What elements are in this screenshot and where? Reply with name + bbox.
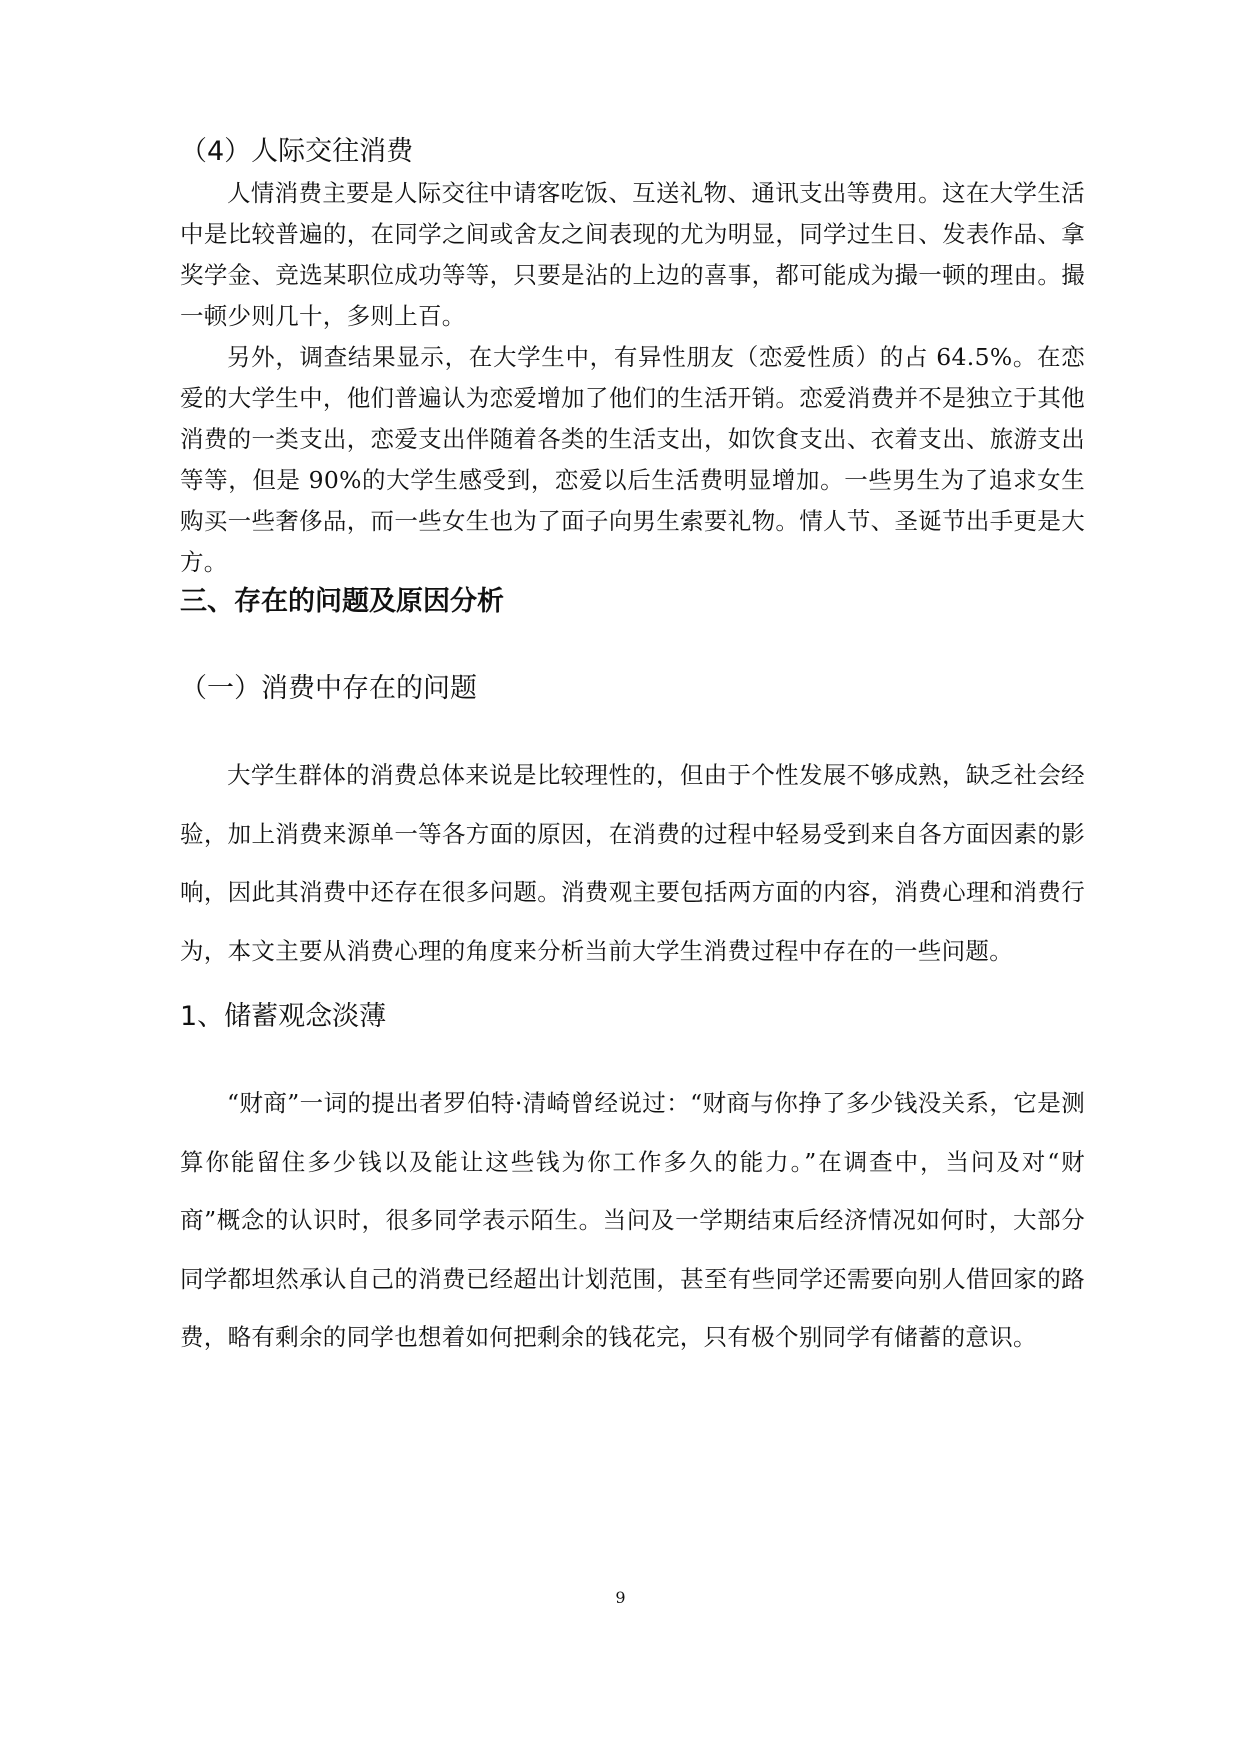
paragraph: 大学生群体的消费总体来说是比较理性的，但由于个性发展不够成熟，缺乏社会经验，加上消费来源单一等各方面的原因，在消费的过程中轻易受到来自各方面因素的影响，因此其消费中还存在很多问题。消费观主要包括两方面的内容，消费心理和消费行为，本文主要从消费心理的角度来分析当前大学生消费过程中存在的一些问题。 xyxy=(180,761,1085,965)
page-number: 9 xyxy=(615,1588,626,1607)
paragraph: “财商”一词的提出者罗伯特·清崎曾经说过：“财商与你挣了多少钱没关系，它是测算你能留住多少钱以及能让这些钱为你工作多久的能力。”在调查中，当问及对“财商”概念的认识时，很多同学表示陌生。当问及一学期结束后经济情况如何时，大部分同学都坦然承认自己的消费已经超出计划范围，甚至有些同学还需要向别人借回家的路费，略有剩余的同学也想着如何把剩余的钱花完，只有极个别同学有储蓄的意识。 xyxy=(180,1089,1085,1351)
heading-weak-savings: 1、储蓄观念淡薄 xyxy=(180,1001,387,1032)
heading-consumption-problems: （一）消费中存在的问题 xyxy=(180,673,477,704)
heading-interpersonal-consumption: （4）人际交往消费 xyxy=(180,136,414,167)
section-heading-problems-analysis: 三、存在的问题及原因分析 xyxy=(180,586,504,617)
consumption-problems-body xyxy=(180,746,1085,980)
paragraph: 人情消费主要是人际交往中请客吃饭、互送礼物、通讯支出等费用。这在大学生活中是比较普遍的，在同学之间或舍友之间表现的尤为明显，同学过生日、发表作品、拿奖学金、竞选某职位成功等等，只要是沾的上边的喜事，都可能成为撮一顿的理由。撮一顿少则几十，多则上百。 xyxy=(180,179,1085,330)
paragraph: 另外，调查结果显示，在大学生中，有异性朋友（恋爱性质）的占 64.5%。在恋爱的大学生中，他们普遍认为恋爱增加了他们的生活开销。恋爱消费并不是独立于其他消费的一类支出，恋爱支出伴随着各类的生活支出，如饮食支出、衣着支出、旅游支出等等，但是 90%的大学生感受到，恋爱以后生活费明显增加。一些男生为了追求女生购买一些奢侈品，而一些女生也为了面子向男生索要礼物。情人节、圣诞节出手更是大方。 xyxy=(180,343,1085,576)
interpersonal-consumption-body xyxy=(180,173,1085,583)
weak-savings-body xyxy=(180,1074,1085,1367)
